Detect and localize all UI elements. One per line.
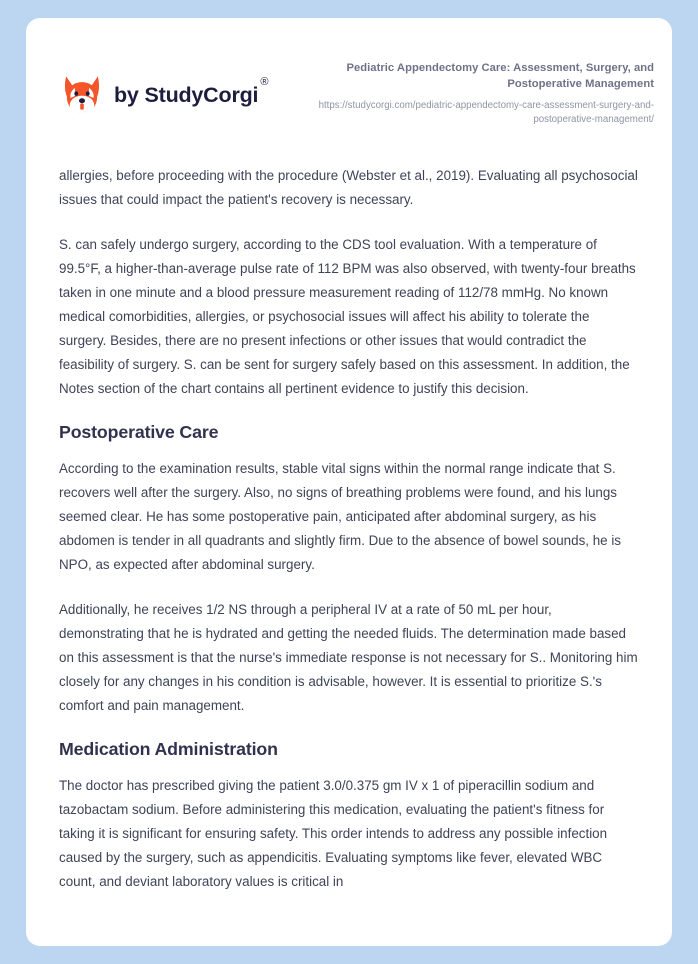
brand-wordmark: [114, 76, 269, 108]
document-title: Pediatric Appendectomy Care: Assessment, Surgery, and Postoperative Management: [346, 62, 654, 90]
document-page: [26, 18, 672, 946]
document-body: [26, 164, 672, 894]
document-url[interactable]: https://studycorgi.com/pediatric-appendectomy-care-assessment-surgery-and-postoperative-management/: [318, 99, 654, 125]
paragraph-5: The doctor has prescribed giving the patient 3.0/0.375 gm IV x 1 of piperacillin sodium and tazobactam sodium. Before administering this medication, evaluating the patient's fitness for taking it is significant for ensuring safety. This order intends to address any possible infection caused by the surgery, such as appendicitis. Evaluating symptoms like fever, elevated WBC count, and deviant laboratory values is critical in: [59, 778, 608, 889]
corgi-face-icon: [59, 72, 105, 118]
registered-trademark-icon: ®: [260, 76, 269, 89]
paragraph-2: S. can safely undergo surgery, according to the CDS tool evaluation. With a temperature of 99.5°F, a higher-than-average pulse rate of 112 BPM was also observed, with twenty-four breaths taken in one minute and a blood pressure measurement reading of 112/78 mmHg. No known medical comorbidities, allergies, or psychosocial issues will affect his ability to tolerate the surgery. Besides, there are no present infections or other issues that would contradict the feasibility of surgery. S. can be sent for surgery safely based on this assessment. In addition, the Notes section of the chart contains all pertinent evidence to justify this decision.: [59, 237, 636, 397]
paragraph-4: Additionally, he receives 1/2 NS through a peripheral IV at a rate of 50 mL per hour, demonstrating that he is hydrated and getting the needed fluids. The determination made based on this assessment is that the nurse's immediate response is not necessary for S.. Monitoring him closely for any changes in his condition is advisable, however. It is essential to prioritize S.'s comfort and pain management.: [59, 602, 638, 714]
section-heading-postoperative-care: Postoperative Care: [59, 422, 219, 443]
paragraph-3: According to the examination results, stable vital signs within the normal range indicate that S. recovers well after the surgery. Also, no signs of breathing problems were found, and his lungs seemed clear. He has some postoperative pain, anticipated after abdominal surgery, as his abdomen is tender in all quadrants and slightly firm. Due to the absence of bowel sounds, he is NPO, as expected after abdominal surgery.: [59, 461, 621, 573]
header-meta: [268, 60, 654, 126]
section-heading-medication-administration: Medication Administration: [59, 739, 278, 760]
document-header: [26, 18, 672, 126]
paragraph-1: allergies, before proceeding with the procedure (Webster et al., 2019). Evaluating all psychosocial issues that could impact the patient's recovery is necessary.: [59, 168, 638, 208]
studycorgi-brand: [59, 60, 268, 118]
brand-wordmark-text: by StudyCorgi: [114, 82, 259, 107]
